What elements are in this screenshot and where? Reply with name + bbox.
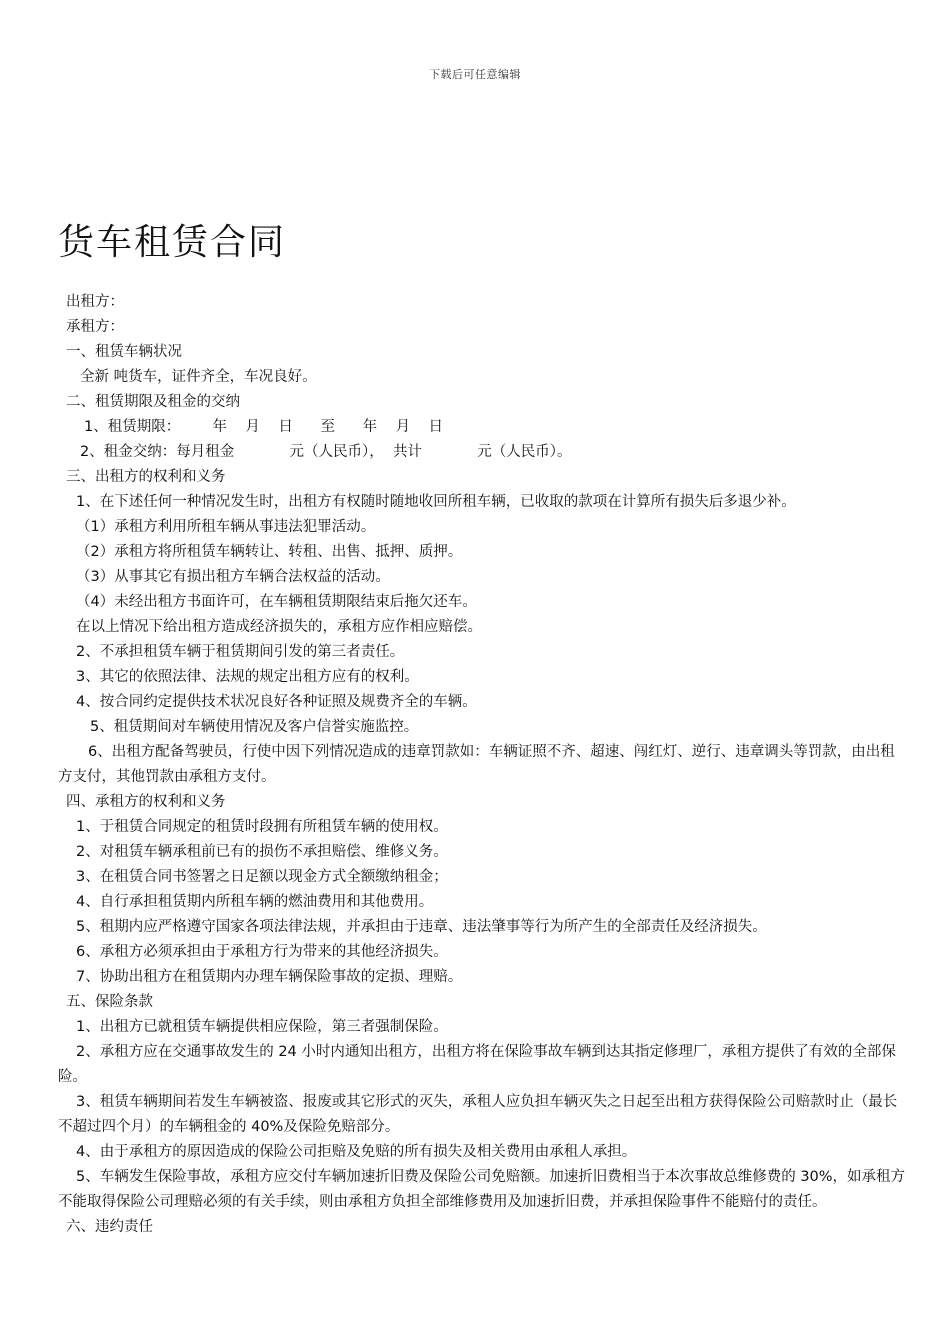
section-3-item-3: 3、其它的依照法律、法规的规定出租方应有的权利。 bbox=[76, 669, 419, 685]
section-4-item-5: 5、租期内应严格遵守国家各项法律法规，并承担由于违章、违法肇事等行为所产生的全部责任及经济损失。 bbox=[76, 919, 767, 935]
section-4-item-7: 7、协助出租方在租赁期内办理车辆保险事故的定损、理赔。 bbox=[76, 969, 463, 985]
section-4-item-1: 1、于租赁合同规定的租赁时段拥有所租赁车辆的使用权。 bbox=[76, 819, 448, 835]
section-1-text: 全新 吨货车，证件齐全，车况良好。 bbox=[80, 369, 317, 385]
section-3-item-2: 2、不承担租赁车辆于租赁期间引发的第三者责任。 bbox=[76, 644, 405, 660]
section-3-sub-1: （1）承租方利用所租车辆从事违法犯罪活动。 bbox=[76, 519, 376, 535]
rent-payment-line: 2、租金交纳：每月租金 元（人民币）， 共计 元（人民币）。 bbox=[80, 444, 572, 460]
section-5-heading: 五、保险条款 bbox=[66, 994, 153, 1010]
contract-body bbox=[58, 290, 906, 1240]
section-3-sub-3: （3）从事其它有损出租方车辆合法权益的活动。 bbox=[76, 569, 390, 585]
section-2-heading: 二、租赁期限及租金的交纳 bbox=[66, 394, 240, 410]
header-note: 下载后可任意编辑 bbox=[429, 68, 521, 81]
section-5-item-4: 4、由于承租方的原因造成的保险公司拒赔及免赔的所有损失及相关费用由承租人承担。 bbox=[76, 1144, 637, 1160]
lessee-line: 承租方： bbox=[66, 319, 124, 335]
section-5-item-2: 2、承租方应在交通事故发生的 24 小时内通知出租方，出租方将在保险事故车辆到达其指定修理厂，承租方提供了有效的全部保险。 bbox=[58, 1044, 896, 1085]
section-6-heading: 六、违约责任 bbox=[66, 1219, 153, 1235]
section-3-sub-2: （2）承租方将所租赁车辆转让、转租、出售、抵押、质押。 bbox=[76, 544, 463, 560]
document-title: 货车租赁合同 bbox=[58, 222, 287, 263]
section-1-heading: 一、租赁车辆状况 bbox=[66, 344, 182, 360]
section-5-item-5: 5、车辆发生保险事故，承租方应交付车辆加速折旧费及保险公司免赔额。加速折旧费相当于本次事故总维修费的 30%，如承租方不能取得保险公司理赔必须的有关手续，则由承租方负担全部维修费用及加速折旧费，并承担保险事件不能赔付的责任。 bbox=[58, 1169, 906, 1210]
lessor-line: 出租方： bbox=[66, 294, 124, 310]
section-4-item-2: 2、对租赁车辆承租前已有的损伤不承担赔偿、维修义务。 bbox=[76, 844, 448, 860]
section-3-note: 在以上情况下给出租方造成经济损失的，承租方应作相应赔偿。 bbox=[76, 619, 482, 635]
section-3-item-4: 4、按合同约定提供技术状况良好各种证照及规费齐全的车辆。 bbox=[76, 694, 477, 710]
section-4-item-6: 6、承租方必须承担由于承租方行为带来的其他经济损失。 bbox=[76, 944, 448, 960]
section-3-item-1: 1、在下述任何一种情况发生时，出租方有权随时随地收回所租车辆，已收取的款项在计算所有损失后多退少补。 bbox=[76, 494, 796, 510]
section-3-item-6: 6、出租方配备驾驶员，行使中因下列情况造成的违章罚款如：车辆证照不齐、超速、闯红灯、逆行、违章调头等罚款，由出租方支付，其他罚款由承租方支付。 bbox=[58, 744, 895, 785]
section-3-heading: 三、出租方的权利和义务 bbox=[66, 469, 226, 485]
lease-term-line: 1、租赁期限： 年 月 日 至 年 月 日 bbox=[84, 419, 444, 435]
section-5-item-1: 1、出租方已就租赁车辆提供相应保险，第三者强制保险。 bbox=[76, 1019, 448, 1035]
section-4-item-4: 4、自行承担租赁期内所租车辆的燃油费用和其他费用。 bbox=[76, 894, 434, 910]
section-5-item-3: 3、租赁车辆期间若发生车辆被盗、报废或其它形式的灭失，承租人应负担车辆灭失之日起至出租方获得保险公司赔款时止（最长不超过四个月）的车辆租金的 40%及保险免赔部分。 bbox=[58, 1094, 898, 1135]
section-3-item-5: 5、租赁期间对车辆使用情况及客户信誉实施监控。 bbox=[90, 719, 419, 735]
section-3-sub-4: （4）未经出租方书面许可，在车辆租赁期限结束后拖欠还车。 bbox=[76, 594, 477, 610]
section-4-heading: 四、承租方的权利和义务 bbox=[66, 794, 226, 810]
section-4-item-3: 3、在租赁合同书签署之日足额以现金方式全额缴纳租金； bbox=[76, 869, 448, 885]
